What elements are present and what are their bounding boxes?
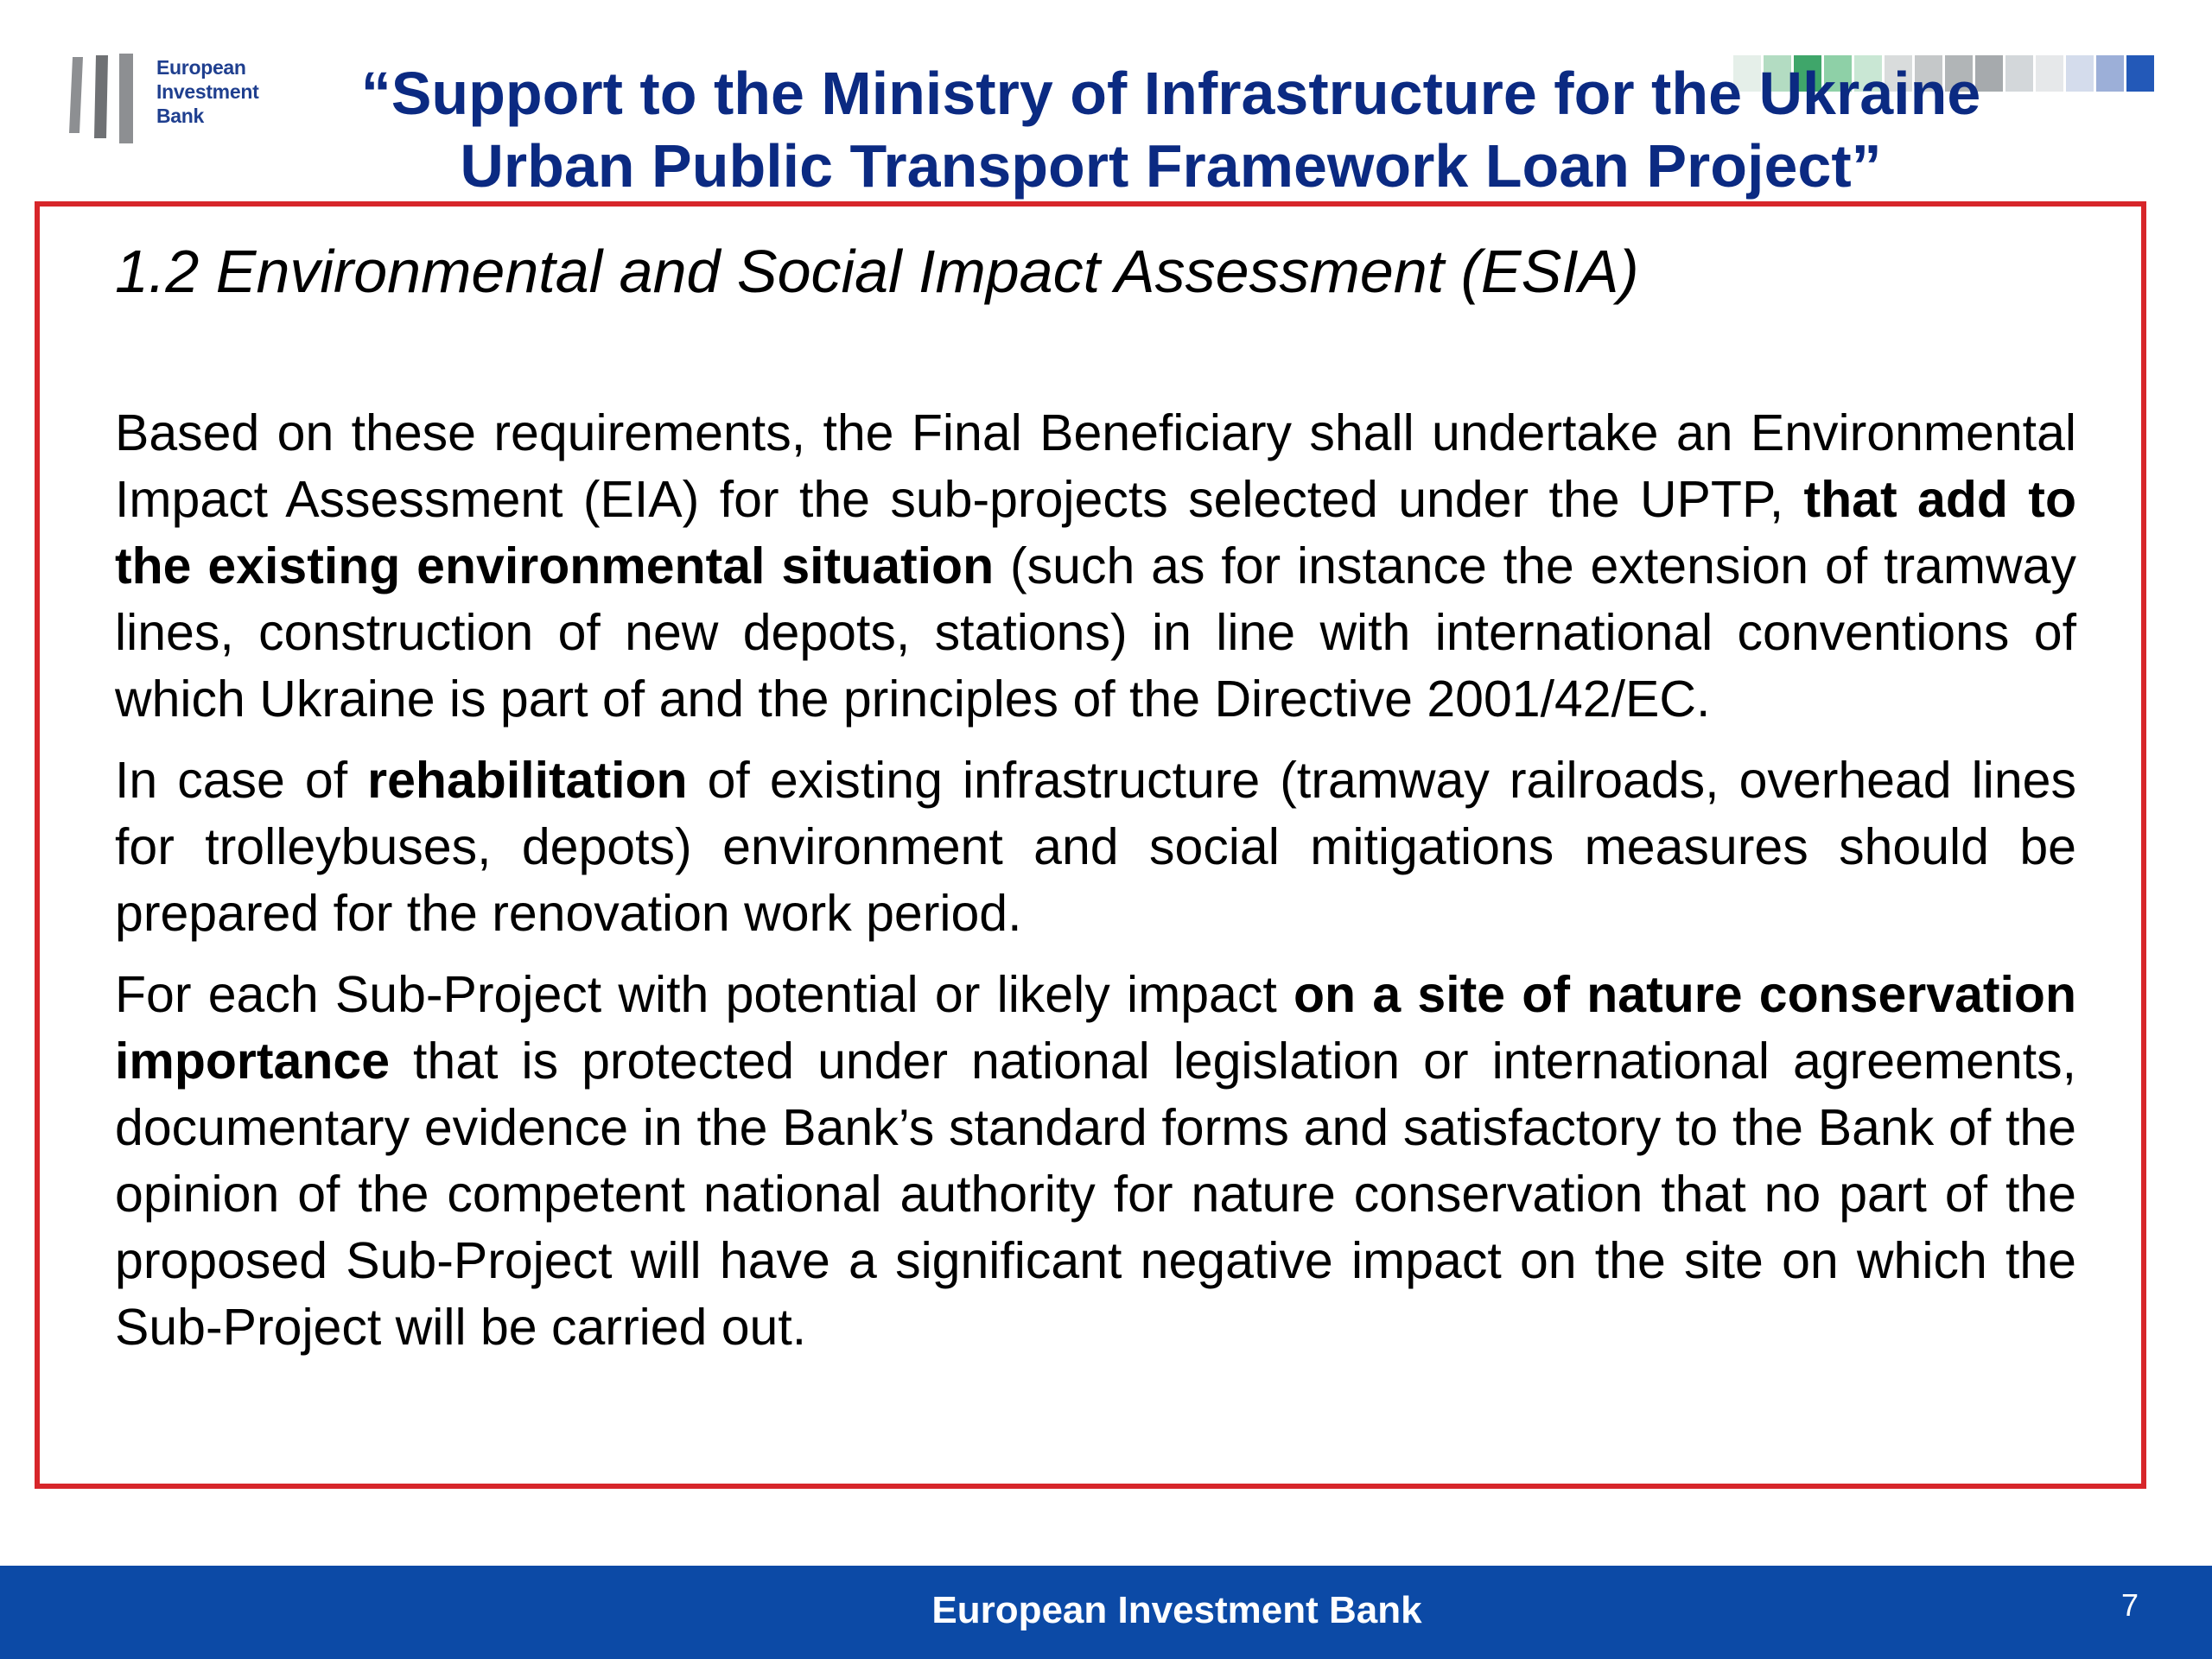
page-number: 7 (2120, 1587, 2139, 1623)
eib-logo (67, 54, 275, 143)
paragraph-rehabilitation (115, 747, 2076, 947)
mosaic-cell (2096, 55, 2124, 92)
slide-title-line-1: “Support to the Ministry of Infrastructure for the Ukraine (360, 60, 1981, 127)
paragraph-eia (115, 400, 2076, 733)
paragraph-nature-conservation (115, 962, 2076, 1361)
eib-logo-text (156, 55, 258, 128)
mosaic-cell (2066, 55, 2094, 92)
mosaic-cell (2126, 55, 2154, 92)
paragraph-rehabilitation-bold: rehabilitation (367, 752, 688, 809)
paragraph-eia-text-2: (such as for instance the extension of tramway lines, construction of new depots, stations) in line with international conventions of which Ukraine is part of and the principles of the Directive 2001/42/EC. (115, 537, 2076, 728)
section-heading: 1.2 Environmental and Social Impact Assessment (ESIA) (115, 238, 1639, 305)
logo-line-3: Bank (156, 105, 205, 127)
paragraph-nature-text-1: For each Sub-Project with potential or likely impact (115, 966, 1294, 1023)
paragraph-nature-bold: on a site of nature conservation importance (115, 966, 2076, 1090)
paragraph-rehabilitation-text-2: of existing infrastructure (tramway railroads, overhead lines for trolleybuses, depots) environment and social mitigations measures should be prepared for the renovation work period. (115, 752, 2076, 942)
paragraph-rehabilitation-text-1: In case of (115, 752, 368, 809)
logo-line-2: Investment (156, 80, 259, 103)
logo-line-1: European (156, 56, 246, 79)
body-text (115, 400, 2076, 1376)
slide-title (285, 57, 2056, 202)
paragraph-eia-bold: that add to the existing environmental situation (115, 471, 2076, 594)
paragraph-nature-text-2: that is protected under national legislation or international agreements, documentary evidence in the Bank’s standard forms and satisfactory to the Bank of the opinion of the competent national authority for nature conservation that no part of the proposed Sub-Project will have a significant negative impact on the site on which the Sub-Project will be carried out. (115, 1033, 2076, 1356)
eib-logo-mark-icon (67, 54, 140, 143)
slide-title-line-2: Urban Public Transport Framework Loan Project” (460, 132, 1882, 200)
paragraph-eia-text-1: Based on these requirements, the Final Beneficiary shall undertake an Environmental Impact Assessment (EIA) for the sub-projects selected under the UPTP, (115, 404, 2076, 528)
footer-label: European Investment Bank (931, 1589, 1422, 1631)
